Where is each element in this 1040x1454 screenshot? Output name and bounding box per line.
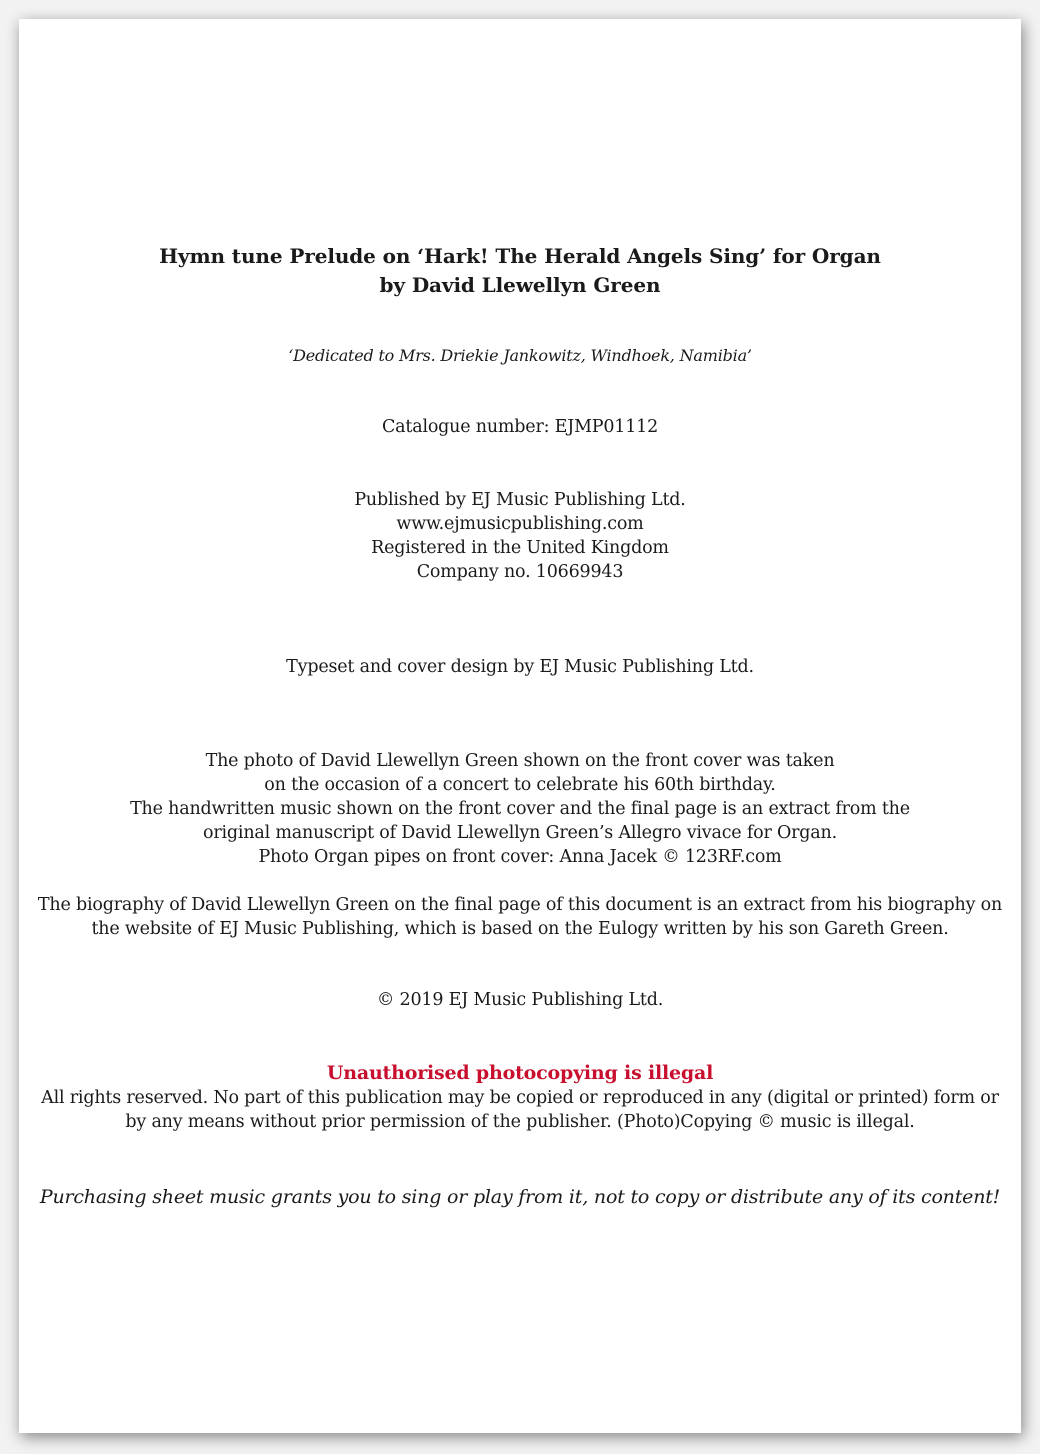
catalogue-number: Catalogue number: EJMP01112: [381, 417, 659, 437]
title-line-1: Hymn tune Prelude on ‘Hark! The Herald Angels Sing’ for Organ: [159, 244, 881, 268]
title-line-2: by David Llewellyn Green: [379, 273, 661, 297]
photo-credit-line: Photo Organ pipes on front cover: Anna Jacek © 123RF.com: [258, 847, 782, 867]
document-page: [19, 19, 1021, 1433]
photo-credit-line: The photo of David Llewellyn Green shown on the front cover was taken: [205, 751, 835, 771]
typeset-credit: Typeset and cover design by EJ Music Publishing Ltd.: [286, 657, 754, 677]
warning-heading: Unauthorised photocopying is illegal: [326, 1062, 714, 1084]
purchase-note: Purchasing sheet music grants you to sing or play from it, not to copy or distribute any of its content!: [39, 1186, 1001, 1208]
publisher-line: Published by EJ Music Publishing Ltd.: [354, 490, 686, 510]
publisher-website: www.ejmusicpublishing.com: [396, 514, 644, 534]
publisher-registration: Registered in the United Kingdom: [371, 538, 669, 558]
copyright-notice: © 2019 EJ Music Publishing Ltd.: [376, 990, 664, 1010]
photo-credit-line: original manuscript of David Llewellyn Green’s Allegro vivace for Organ.: [203, 823, 837, 843]
publisher-company-number: Company no. 10669943: [416, 562, 624, 582]
dedication: ‘Dedicated to Mrs. Driekie Jankowitz, Windhoek, Namibia’: [288, 346, 752, 365]
photo-credit-line: on the occasion of a concert to celebrate his 60th birthday.: [264, 775, 776, 795]
biography-line: The biography of David Llewellyn Green on the final page of this document is an extract from his biography on: [37, 895, 1003, 915]
rights-reserved-line: All rights reserved. No part of this publication may be copied or reproduced in any (digital or printed) form or: [41, 1088, 999, 1108]
biography-line: the website of EJ Music Publishing, which is based on the Eulogy written by his son Gareth Green.: [91, 919, 949, 939]
rights-reserved-line: by any means without prior permission of the publisher. (Photo)Copying © music is illegal.: [125, 1112, 915, 1132]
photo-credit-line: The handwritten music shown on the front cover and the final page is an extract from the: [130, 799, 910, 819]
